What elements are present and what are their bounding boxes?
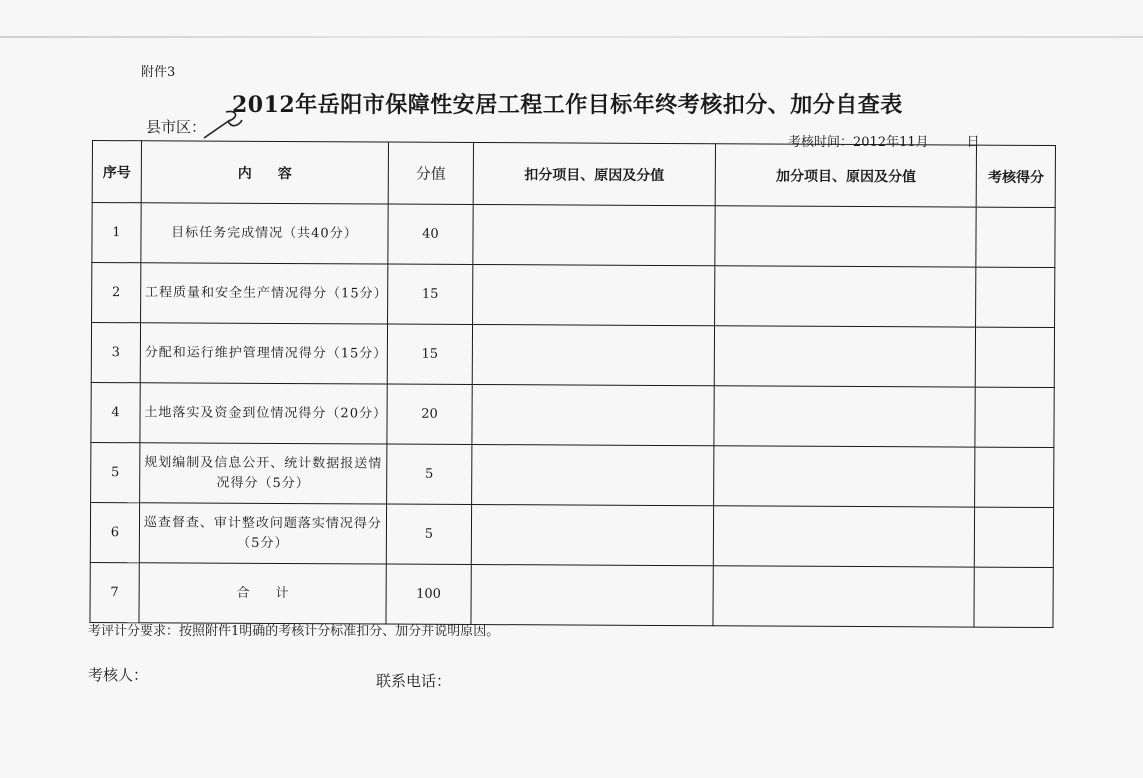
appendix-label: 附件3 xyxy=(141,65,176,80)
header-addition: 加分项目、原因及分值 xyxy=(715,144,977,207)
row-no: 3 xyxy=(91,323,140,383)
row-content: 规划编制及信息公开、统计数据报送情况得分（5分） xyxy=(139,443,386,504)
assessment-table xyxy=(89,140,1056,628)
row-no: 1 xyxy=(92,203,141,263)
header-score: 分值 xyxy=(388,142,473,204)
row-addition-cell[interactable] xyxy=(714,326,976,387)
row-score: 15 xyxy=(387,324,472,384)
table-row xyxy=(92,263,1055,328)
header-content xyxy=(141,141,388,204)
table-row xyxy=(91,442,1054,507)
row-addition-cell[interactable] xyxy=(715,266,977,327)
row-score: 40 xyxy=(388,204,473,264)
row-final-score-cell[interactable] xyxy=(974,567,1053,627)
table-header-row xyxy=(92,141,1055,208)
row-deduction-cell[interactable] xyxy=(473,204,715,265)
table-row xyxy=(91,382,1054,447)
row-no: 4 xyxy=(91,382,140,442)
row-content: 工程质量和安全生产情况得分（15分） xyxy=(140,263,387,324)
header-content-text: 内容 xyxy=(237,165,318,182)
row-addition-cell[interactable] xyxy=(713,566,975,627)
row-deduction-cell[interactable] xyxy=(471,564,713,625)
row-deduction-cell[interactable] xyxy=(472,264,714,325)
table-row xyxy=(90,502,1053,567)
row-final-score-cell[interactable] xyxy=(975,507,1054,567)
row-deduction-cell[interactable] xyxy=(471,504,713,565)
row-content: 土地落实及资金到位情况得分（20分） xyxy=(140,383,387,444)
header-no: 序号 xyxy=(92,141,141,203)
scan-edge xyxy=(0,36,1143,38)
row-no: 6 xyxy=(90,502,139,562)
row-content: 巡查督查、审计整改问题落实情况得分（5分） xyxy=(139,503,386,564)
row-addition-cell[interactable] xyxy=(714,446,976,507)
row-content: 目标任务完成情况（共40分） xyxy=(141,203,388,264)
page-title: 2012年岳阳市保障性安居工程工作目标年终考核扣分、加分自查表 xyxy=(232,92,903,118)
table-row xyxy=(91,323,1054,388)
row-addition-cell[interactable] xyxy=(713,506,975,567)
table-total-row xyxy=(90,562,1053,627)
row-final-score-cell[interactable] xyxy=(975,387,1054,447)
table-row xyxy=(92,203,1055,268)
row-no: 5 xyxy=(91,442,140,502)
row-addition-cell[interactable] xyxy=(714,386,976,447)
row-no: 2 xyxy=(92,263,141,323)
scoring-requirement: 考评计分要求：按照附件1明确的考核计分标准扣分、加分并说明原因。 xyxy=(88,624,500,639)
row-no: 7 xyxy=(90,562,139,622)
row-deduction-cell[interactable] xyxy=(472,324,714,385)
row-addition-cell[interactable] xyxy=(715,206,977,267)
row-content: 分配和运行维护管理情况得分（15分） xyxy=(140,323,387,384)
row-final-score-cell[interactable] xyxy=(976,267,1055,327)
row-deduction-cell[interactable] xyxy=(471,444,713,505)
assessment-day-label: 日 xyxy=(966,135,980,150)
row-score: 20 xyxy=(387,384,472,444)
row-deduction-cell[interactable] xyxy=(472,384,714,445)
row-final-score-cell[interactable] xyxy=(976,327,1055,387)
phone-label: 联系电话： xyxy=(376,672,452,690)
row-final-score-cell[interactable] xyxy=(976,207,1055,267)
row-content-total xyxy=(139,563,386,624)
header-deduction: 扣分项目、原因及分值 xyxy=(473,142,715,205)
row-score: 5 xyxy=(387,444,472,504)
assessment-time-label: 考核时间：2012年11月 xyxy=(788,135,929,150)
total-label: 合计 xyxy=(236,585,315,601)
row-score: 15 xyxy=(388,264,473,324)
handwritten-mark xyxy=(200,108,250,140)
header-final-score: 考核得分 xyxy=(977,145,1056,207)
assessor-label: 考核人： xyxy=(88,666,149,684)
row-score: 100 xyxy=(386,564,471,624)
county-label: 县市区： xyxy=(146,118,207,136)
row-score: 5 xyxy=(386,504,471,564)
row-final-score-cell[interactable] xyxy=(975,447,1054,507)
